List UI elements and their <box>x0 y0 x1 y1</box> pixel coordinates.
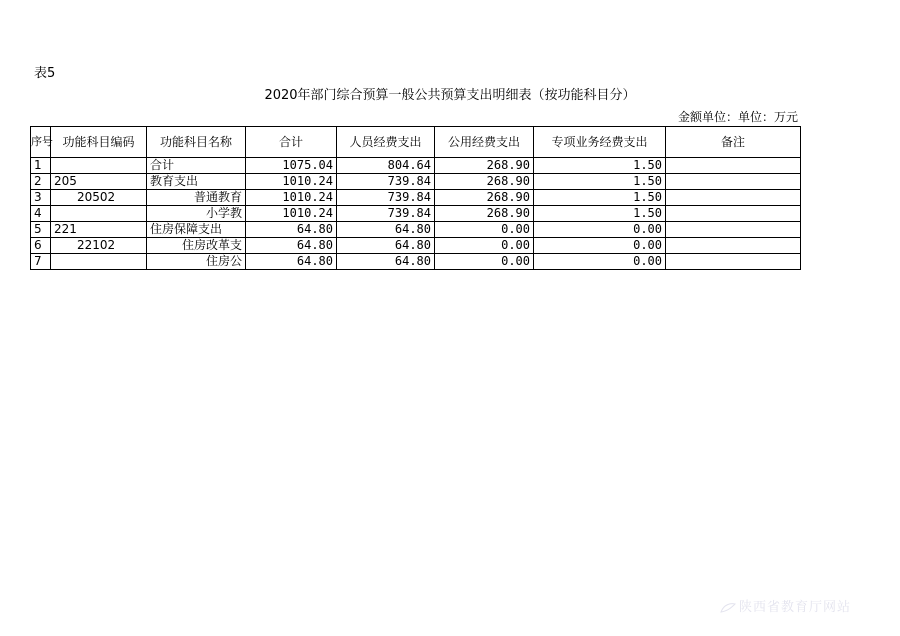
cell-name: 教育支出 <box>147 174 246 190</box>
cell-remark <box>666 222 801 238</box>
header-seq: 序号 <box>31 127 51 158</box>
cell-total: 1010.24 <box>246 190 337 206</box>
cell-name: 小学教 <box>147 206 246 222</box>
cell-remark <box>666 190 801 206</box>
cell-total: 64.80 <box>246 222 337 238</box>
header-public: 公用经费支出 <box>435 127 534 158</box>
cell-remark <box>666 158 801 174</box>
cell-personnel: 739.84 <box>337 174 435 190</box>
cell-total: 1075.04 <box>246 158 337 174</box>
header-name: 功能科目名称 <box>147 127 246 158</box>
cell-special: 0.00 <box>534 254 666 270</box>
table-row <box>31 222 801 238</box>
cell-total: 64.80 <box>246 238 337 254</box>
header-row <box>31 127 801 158</box>
cell-personnel: 804.64 <box>337 158 435 174</box>
leaf-logo-icon <box>720 602 736 614</box>
cell-personnel: 739.84 <box>337 206 435 222</box>
cell-code <box>51 206 147 222</box>
cell-special: 1.50 <box>534 158 666 174</box>
cell-public: 0.00 <box>435 238 534 254</box>
table-row <box>31 158 801 174</box>
header-code: 功能科目编码 <box>51 127 147 158</box>
cell-total: 1010.24 <box>246 174 337 190</box>
cell-name: 住房保障支出 <box>147 222 246 238</box>
cell-remark <box>666 238 801 254</box>
cell-seq: 5 <box>31 222 51 238</box>
table-row <box>31 206 801 222</box>
cell-code: 22102 <box>51 238 147 254</box>
cell-code: 221 <box>51 222 147 238</box>
table-label: 表5 <box>34 66 56 81</box>
cell-seq: 2 <box>31 174 51 190</box>
cell-personnel: 64.80 <box>337 238 435 254</box>
cell-name: 普通教育 <box>147 190 246 206</box>
watermark-text: 陕西省教育厅网站 <box>739 600 852 615</box>
header-total: 合计 <box>246 127 337 158</box>
cell-code: 20502 <box>51 190 147 206</box>
budget-table <box>30 126 801 270</box>
cell-total: 1010.24 <box>246 206 337 222</box>
cell-public: 0.00 <box>435 222 534 238</box>
cell-code: 205 <box>51 174 147 190</box>
cell-public: 268.90 <box>435 190 534 206</box>
cell-seq: 1 <box>31 158 51 174</box>
unit-note: 金额单位：单位：万元 <box>677 110 798 124</box>
cell-name: 合计 <box>147 158 246 174</box>
table-row <box>31 174 801 190</box>
header-remark: 备注 <box>666 127 801 158</box>
table-row <box>31 190 801 206</box>
table-row <box>31 238 801 254</box>
cell-name: 住房公 <box>147 254 246 270</box>
cell-remark <box>666 254 801 270</box>
cell-personnel: 64.80 <box>337 254 435 270</box>
watermark <box>720 596 851 615</box>
cell-public: 268.90 <box>435 206 534 222</box>
cell-seq: 3 <box>31 190 51 206</box>
cell-personnel: 64.80 <box>337 222 435 238</box>
header-special: 专项业务经费支出 <box>534 127 666 158</box>
cell-code <box>51 254 147 270</box>
cell-special: 0.00 <box>534 238 666 254</box>
cell-special: 1.50 <box>534 174 666 190</box>
cell-seq: 6 <box>31 238 51 254</box>
document-title: 2020年部门综合预算一般公共预算支出明细表（按功能科目分） <box>264 88 636 103</box>
cell-public: 0.00 <box>435 254 534 270</box>
cell-special: 1.50 <box>534 206 666 222</box>
cell-name: 住房改革支 <box>147 238 246 254</box>
cell-total: 64.80 <box>246 254 337 270</box>
cell-seq: 4 <box>31 206 51 222</box>
cell-remark <box>666 206 801 222</box>
cell-seq: 7 <box>31 254 51 270</box>
header-personnel: 人员经费支出 <box>337 127 435 158</box>
table-row <box>31 254 801 270</box>
cell-remark <box>666 174 801 190</box>
cell-public: 268.90 <box>435 174 534 190</box>
cell-code <box>51 158 147 174</box>
cell-special: 1.50 <box>534 190 666 206</box>
cell-public: 268.90 <box>435 158 534 174</box>
cell-special: 0.00 <box>534 222 666 238</box>
cell-personnel: 739.84 <box>337 190 435 206</box>
